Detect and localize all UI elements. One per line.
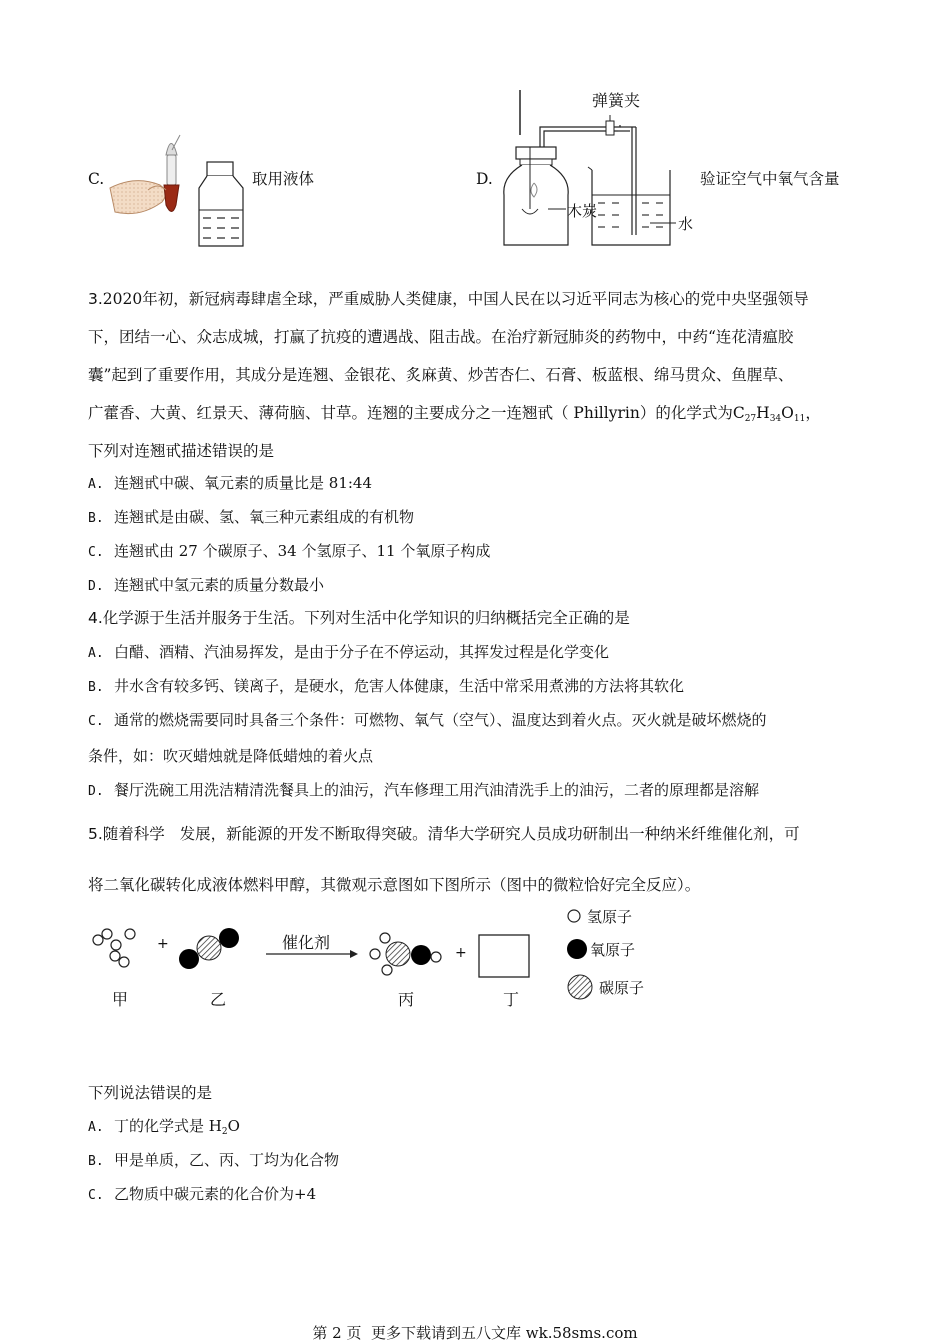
q4-number: 4. bbox=[88, 609, 103, 627]
catalyst-label: 催化剂 bbox=[282, 933, 331, 952]
label-water: 水 bbox=[678, 215, 694, 233]
label-yi: 乙 bbox=[210, 990, 227, 1009]
q3-option-d[interactable]: D. 连翘甙中氢元素的质量分数最小 bbox=[88, 576, 325, 594]
q3-number: 3. bbox=[88, 290, 103, 308]
q3-text-1: 2020年初，新冠病毒肆虐全球，严重威胁人类健康，中国人民在以习近平同志为核心的党中央坚强领导 bbox=[102, 290, 809, 308]
q3-line-1 bbox=[88, 288, 809, 310]
legend-carbon-label: 碳原子 bbox=[599, 979, 645, 997]
q5-line-2: 将二氧化碳转化成液体燃料甲醇，其微观示意图如下图所示（图中的微粒恰好完全反应）。 bbox=[88, 876, 701, 894]
q3-line-3: 囊”起到了重要作用，其成分是连翘、金银花、炙麻黄、炒苦杏仁、石膏、板蓝根、绵马贯众、鱼腥草、 bbox=[88, 366, 794, 384]
plus-sign-2: + bbox=[455, 945, 467, 961]
q3-stem-end: 下列对连翘甙描述错误的是 bbox=[88, 442, 275, 460]
label-ding: 丁 bbox=[503, 990, 520, 1009]
legend-carbon-icon bbox=[568, 975, 592, 999]
chemical-formula: $C_{27}H_{34}O_{11}$， bbox=[732, 404, 821, 424]
q5-option-b[interactable]: B. 甲是单质，乙、丙、丁均为化合物 bbox=[88, 1151, 340, 1169]
oxygen-content-apparatus bbox=[500, 85, 680, 255]
q3-option-a[interactable]: A. 连翘甙中碳、氧元素的质量比是 81:44 bbox=[88, 474, 372, 492]
q3-line-2: 下，团结一心、众志成城，打赢了抗疫的遭遇战、阻击战。在治疗新冠肺炎的药物中，中药“连花清瘟胶 bbox=[88, 328, 794, 346]
q3-option-c[interactable]: C. 连翘甙由 27 个碳原子、34 个氢原子、11 个氧原子构成 bbox=[88, 542, 491, 560]
q3-text-4: 广藿香、大黄、红景天、薄荷脑、甘草。连翘的主要成分之一连翘甙（ Phillyrin）的化学式为 bbox=[88, 404, 733, 422]
legend-hydrogen-label: 氢原子 bbox=[587, 908, 633, 926]
option-d-letter: D. bbox=[476, 170, 493, 188]
label-bing: 丙 bbox=[398, 990, 415, 1009]
q3-line-4 bbox=[88, 402, 821, 430]
plus-sign-1: + bbox=[157, 936, 169, 952]
product-bing-methanol bbox=[370, 933, 441, 975]
q5-option-a[interactable]: A. 丁的化学式是 $H_2O$ bbox=[88, 1117, 240, 1137]
q5-number: 5. bbox=[88, 825, 103, 843]
reagent-bottle-illustration bbox=[197, 160, 245, 248]
label-charcoal: 木炭 bbox=[567, 202, 598, 220]
legend-oxygen-label: 氧原子 bbox=[590, 941, 636, 959]
dropper-hand-illustration bbox=[100, 130, 190, 225]
label-jia: 甲 bbox=[112, 990, 129, 1009]
option-c-caption: 取用液体 bbox=[252, 170, 315, 188]
q4-option-a[interactable]: A. 白醋、酒精、汽油易挥发，是由于分子在不停运动，其挥发过程是化学变化 bbox=[88, 643, 610, 661]
page-footer: 第 2 页 更多下载请到五八文库 wk.58sms.com bbox=[312, 1324, 638, 1342]
legend-oxygen-icon bbox=[567, 939, 587, 959]
q5-line-1: 5.随着科学 发展，新能源的开发不断取得突破。清华大学研究人员成功研制出一种纳米纤维催化剂，可 bbox=[88, 825, 800, 843]
label-spring-clamp: 弹簧夹 bbox=[592, 91, 641, 110]
q4-option-b[interactable]: B. 井水含有较多钙、镁离子，是硬水，危害人体健康，生活中常采用煮沸的方法将其软化 bbox=[88, 677, 685, 695]
reaction-microscopic-diagram bbox=[88, 900, 668, 1010]
reactant-yi-co2 bbox=[179, 928, 239, 969]
product-ding-box bbox=[479, 935, 529, 977]
legend-hydrogen-icon bbox=[568, 910, 580, 922]
q4-option-c[interactable]: C. 通常的燃烧需要同时具备三个条件：可燃物、氧气（空气）、温度达到着火点。灭火就是破坏燃烧的 bbox=[88, 711, 767, 729]
q3-option-b[interactable]: B. 连翘甙是由碳、氢、氧三种元素组成的有机物 bbox=[88, 508, 415, 526]
option-d-caption: 验证空气中氧气含量 bbox=[700, 170, 840, 188]
q4-option-c-continued: 条件，如：吹灭蜡烛就是降低蜡烛的着火点 bbox=[88, 747, 374, 765]
option-c-letter: C. bbox=[88, 170, 105, 188]
q5-option-c[interactable]: C. 乙物质中碳元素的化合价为+4 bbox=[88, 1185, 317, 1203]
q4-option-d[interactable]: D. 餐厅洗碗工用洗洁精清洗餐具上的油污，汽车修理工用汽油清洗手上的油污，二者的原理都是溶解 bbox=[88, 781, 760, 799]
q5-stem-end: 下列说法错误的是 bbox=[88, 1084, 213, 1102]
q4-stem: 4.化学源于生活并服务于生活。下列对生活中化学知识的归纳概括完全正确的是 bbox=[88, 609, 630, 627]
reactant-jia-hydrogen bbox=[93, 929, 135, 967]
